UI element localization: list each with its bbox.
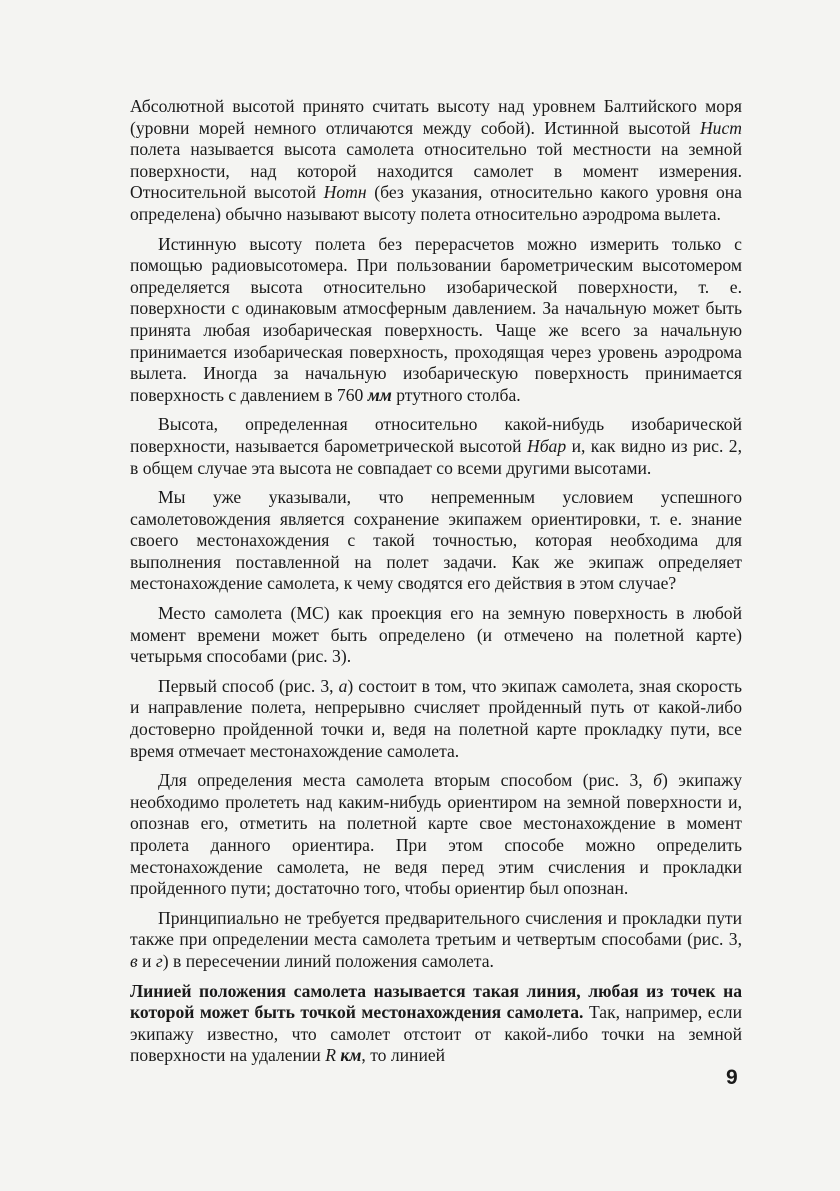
p7-text-2: ) экипажу необходимо пролететь над каким-нибудь ориентиром на земной поверхности и, опознав его, отметить на полетной карте свое местонахождение в момент пролета данного ориентира. При этом способе можно определить местонахождение самолета, не ведя перед этим счисления и прокладки пройденного пути; достаточно того, чтобы ориентир был опознан.	[130, 770, 742, 899]
h-bar-symbol: Hбар	[526, 435, 567, 456]
p2-text-2: ртутного столба.	[391, 384, 521, 405]
definition-line-of-position: Линией положения самолета называется такая линия, любая из точек на которой может быть точкой местонахождения самолета.	[130, 980, 742, 1023]
fig-ref-b: б	[653, 770, 662, 791]
paragraph-9	[130, 981, 742, 1067]
r-symbol: R	[325, 1045, 336, 1066]
p3-text-2: и, как видно из рис. 2, в общем случае эта высота не совпадает со всеми другими высотами.	[130, 435, 742, 478]
paragraph-3	[130, 414, 742, 479]
p8-text-2: и	[137, 950, 156, 971]
paragraph-7	[130, 770, 742, 900]
paragraph-2	[130, 234, 742, 407]
fig-ref-a: а	[338, 675, 348, 696]
p8-text-1: Принципиально не требуется предварительного счисления и прокладки пути также при определении места самолета третьим и четвертым способами (рис. 3,	[130, 907, 742, 950]
mm-unit: мм	[367, 384, 392, 405]
p7-text-1: Для определения места самолета вторым способом (рис. 3,	[158, 770, 654, 791]
paragraph-6	[130, 676, 742, 762]
paragraph-1	[130, 96, 742, 226]
p2-text-1: Истинную высоту полета без перерасчетов можно измерить только с помощью радиовысотомера. При пользовании барометрическим высотомером определяется высота относительно изобарической поверхности, т. е. поверхности с одинаковым атмосферным давлением. За начальную может быть принята любая изобарическая поверхность. Чаще же всего за начальную принимается изобарическая поверхность, проходящая через уровень аэродрома вылета. Иногда за начальную изобарическую поверхность принимается поверхность с давлением в 760	[130, 233, 742, 405]
fig-ref-g: г	[155, 950, 163, 971]
p6-text-1: Первый способ (рис. 3,	[158, 675, 339, 696]
page-number: 9	[726, 1066, 738, 1089]
p1-text-1: Абсолютной высотой принято считать высоту над уровнем Балтийского моря (уровни морей немного отличаются между собой). Истинной высотой	[130, 96, 742, 138]
paragraph-4	[130, 487, 742, 595]
fig-ref-v: в	[130, 950, 138, 971]
h-otn-symbol: Hотн	[323, 182, 367, 203]
p5-text-1: Место самолета (МС) как проекция его на земную поверхность в любой момент времени может быть определено (и отмечено на полетной карте) четырьмя способами (рис. 3).	[130, 603, 742, 667]
paragraph-8	[130, 908, 742, 973]
km-unit: км	[340, 1045, 362, 1066]
p8-text-3: ) в пересечении линий положения самолета.	[162, 950, 494, 971]
p4-text-1: Мы уже указывали, что непременным условием успешного самолетовождения является сохранение экипажем ориентировки, т. е. знание своего местонахождения с такой точностью, которая необходима для выполнения поставленной на полет задачи. Как же экипаж определяет местонахождение самолета, к чему сводятся его действия в этом случае?	[130, 487, 742, 594]
p6-text-2: ) состоит в том, что экипаж самолета, зная скорость и направление полета, непрерывно счисляет пройденный путь от какой-либо достоверно пройденной точки и, ведя на полетной карте прокладку пути, все время отмечает местонахождение самолета.	[130, 675, 742, 761]
paragraph-5	[130, 603, 742, 668]
h-ist-symbol: Hист	[699, 117, 742, 138]
p1-text-3: (без указания, относительно какого уровня она определена) обычно называют высоту полета относительно аэродрома вылета.	[130, 182, 742, 224]
p1-text-2: полета называется высота самолета относительно той местности на земной поверхности, над которой находится самолет в момент измерения. Относительной высотой	[130, 139, 742, 203]
p9-text-1: Так, например, если экипажу известно, что самолет отстоит от какой-либо точки на земной поверхности на удалении	[130, 1002, 742, 1066]
p9-text-2: , то линией	[361, 1045, 446, 1066]
p3-text-1: Высота, определенная относительно какой-нибудь изобарической поверхности, называется барометрической высотой	[130, 414, 742, 456]
text-column	[130, 96, 742, 1075]
